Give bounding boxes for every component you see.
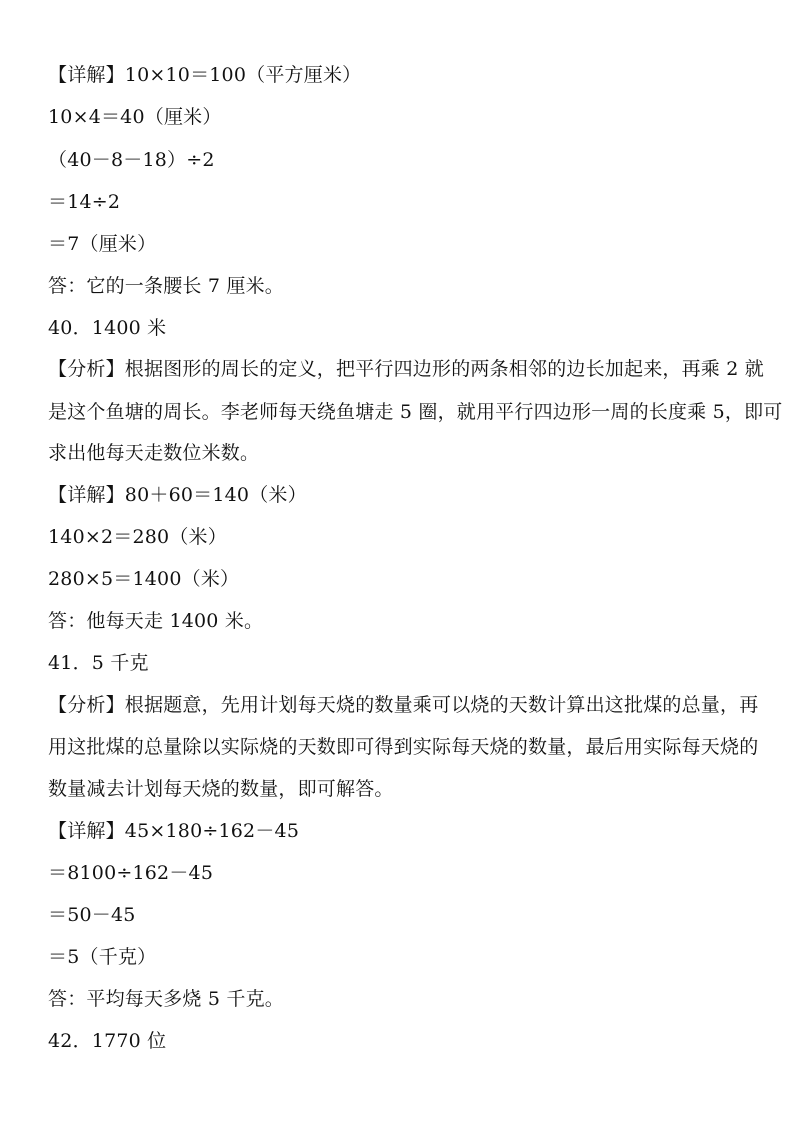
analysis-line-40-2: 是这个鱼塘的周长。李老师每天绕鱼塘走 5 圈，就用平行四边形一周的长度乘 5，即可 [48, 401, 783, 423]
calc-line-40-1: 140×2＝280（米） [48, 526, 227, 548]
detail-line-41: 【详解】45×180÷162－45 [48, 820, 300, 842]
calc-line-perimeter: 10×4＝40（厘米） [48, 106, 222, 128]
detail-line-area: 【详解】10×10＝100（平方厘米） [48, 64, 362, 86]
calc-line-41-2: ＝50－45 [48, 904, 136, 926]
question-heading-42: 42．1770 位 [48, 1030, 167, 1052]
question-heading-41: 41．5 千克 [48, 652, 149, 674]
detail-line-40: 【详解】80＋60＝140（米） [48, 484, 307, 506]
analysis-line-41-1: 【分析】根据题意，先用计划每天烧的数量乘可以烧的天数计算出这批煤的总量，再 [48, 694, 759, 716]
calc-line-step: ＝14÷2 [48, 191, 121, 213]
answer-line-41: 答：平均每天多烧 5 千克。 [48, 988, 284, 1010]
answer-line-39: 答：它的一条腰长 7 厘米。 [48, 275, 284, 297]
calc-line-expression: （40－8－18）÷2 [48, 149, 215, 171]
question-heading-40: 40．1400 米 [48, 317, 167, 339]
calc-line-41-3: ＝5（千克） [48, 946, 157, 968]
analysis-line-40-1: 【分析】根据图形的周长的定义，把平行四边形的两条相邻的边长加起来，再乘 2 就 [48, 358, 764, 380]
calc-line-41-1: ＝8100÷162－45 [48, 862, 214, 884]
answer-line-40: 答：他每天走 1400 米。 [48, 610, 264, 632]
calc-line-40-2: 280×5＝1400（米） [48, 568, 240, 590]
analysis-line-41-2: 用这批煤的总量除以实际烧的天数即可得到实际每天烧的数量，最后用实际每天烧的 [48, 736, 759, 758]
analysis-line-41-3: 数量减去计划每天烧的数量，即可解答。 [48, 778, 394, 800]
calc-line-result: ＝7（厘米） [48, 233, 157, 255]
analysis-line-40-3: 求出他每天走数位米数。 [48, 442, 260, 464]
